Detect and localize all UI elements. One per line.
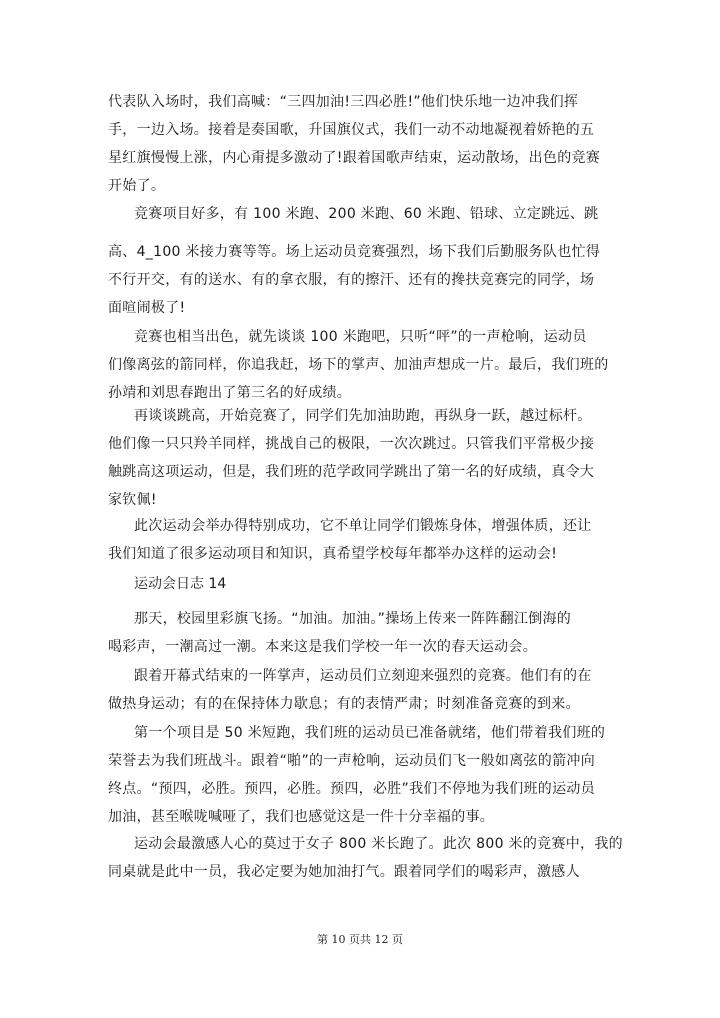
- text-line: 跟着开幕式结束的一阵掌声，运动员们立刻迎来强烈的竞赛。他们有的在: [134, 668, 592, 684]
- text-line: 做热身运动；有的在保持体力歇息；有的表情严肃；时刻准备竞赛的到来。: [108, 696, 580, 712]
- text-line: 代表队入场时，我们高喊：“三四加油!三四必胜!”他们快乐地一边冲我们挥: [108, 94, 579, 110]
- text-line: 星红旗慢慢上涨，内心甭提多激动了!跟着国歌声结束，运动散场，出色的竞赛: [108, 150, 601, 166]
- text-line: 竞赛也相当出色，就先谈谈 100 米跑吧，只听“呯”的一声枪响，运动员: [134, 329, 587, 345]
- text-line: 不行开交，有的送水、有的拿衣服，有的擦汗、还有的搀扶竞赛完的同学，场: [108, 272, 595, 288]
- text-line: 此次运动会举办得特别成功，它不单让同学们锻炼身体，增强体质，还让: [134, 518, 592, 534]
- text-line: 开始了。: [108, 178, 166, 194]
- text-line: 我们知道了很多运动项目和知识，真希望学校每年都举办这样的运动会!: [108, 546, 558, 562]
- paragraph-7: [108, 605, 608, 661]
- text-line: 第一个项目是 50 米短跑，我们班的运动员已准备就绪，他们带着我们班的: [134, 725, 606, 741]
- paragraph-2: [108, 200, 608, 228]
- text-line: 竞赛项目好多，有 100 米跑、200 米跑、60 米跑、铅球、立定跳远、跳: [134, 206, 599, 222]
- paragraph-10: [108, 830, 623, 886]
- text-line: 高、4_100 米接力赛等等。场上运动员竞赛强烈，场下我们后勤服务队也忙得: [108, 244, 601, 260]
- paragraph-3: [108, 238, 608, 322]
- paragraph-8: [108, 662, 608, 718]
- text-line: 加油，甚至喉咙喊哑了，我们也感觉这是一件十分幸福的事。: [108, 809, 495, 825]
- section-heading: 运动会日志 14: [134, 576, 227, 592]
- text-line: 同桌就是此中一员，我必定要为她加油打气。跟着同学们的喝彩声，激感人: [108, 864, 580, 880]
- text-line: 面喧闹极了!: [108, 300, 186, 316]
- paragraph-5: [108, 402, 608, 514]
- paragraph-1: [108, 88, 608, 200]
- page-number-footer: 第 10 页共 12 页: [317, 933, 403, 946]
- text-line: 孙靖和刘思春跑出了第三名的好成绩。: [108, 385, 352, 401]
- text-line: 家钦佩!: [108, 492, 157, 508]
- text-line: 手，一边入场。接着是奏国歌，升国旗仪式，我们一动不动地凝视着娇艳的五: [108, 122, 595, 138]
- text-line: 喝彩声，一潮高过一潮。本来这是我们学校一年一次的春天运动会。: [108, 639, 537, 655]
- text-line: 那天，校园里彩旗飞扬。“加油。加油。”操场上传来一阵阵翻江倒海的: [134, 611, 572, 627]
- text-line: 终点。“预四，必胜。预四，必胜。预四，必胜”我们不停地为我们班的运动员: [108, 781, 596, 797]
- text-line: 运动会最激感人心的莫过于女子 800 米长跑了。此次 800 米的竞赛中，我的: [134, 836, 623, 852]
- paragraph-9: [108, 719, 608, 831]
- text-line: 触跳高这项运动，但是，我们班的范学政同学跳出了第一名的好成绩，真令大: [108, 464, 595, 480]
- text-line: 再谈谈跳高，开始竞赛了，同学们先加油助跑，再纵身一跃，越过标杆。: [134, 408, 592, 424]
- text-line: 们像离弦的箭同样，你追我赶，场下的掌声、加油声想成一片。最后，我们班的: [108, 357, 609, 373]
- paragraph-6: [108, 512, 608, 568]
- text-line: 荣誉去为我们班战斗。跟着“啪”的一声枪响，运动员们飞一般如离弦的箭冲向: [108, 753, 596, 769]
- paragraph-4: [108, 323, 608, 407]
- text-line: 他们像一只只羚羊同样，挑战自己的极限，一次次跳过。只管我们平常极少接: [108, 436, 595, 452]
